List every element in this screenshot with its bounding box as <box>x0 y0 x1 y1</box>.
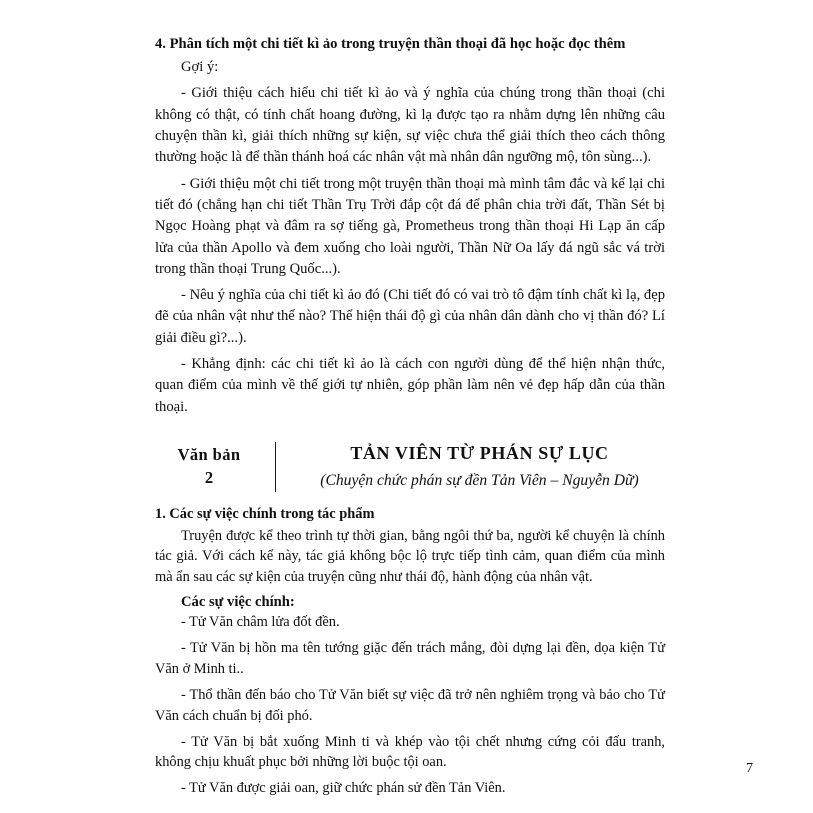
exercise-heading: 4. Phân tích một chi tiết kì ảo trong truyện thần thoại đã học hoặc đọc thêm <box>155 36 626 52</box>
page-number: 7 <box>746 761 753 776</box>
text-block-label: Văn bản <box>177 445 241 465</box>
exercise-item-1: - Giới thiệu cách hiểu chi tiết kì ảo và ý nghĩa của chúng trong thần thoại (chi không có thật, có tính chất hoang đường, kì lạ được tạo ra nhằm dựng lên những câu chuyện thần kì, giải thích những sự kiện, sự việc chưa thể giải thích theo cách thông thường hoặc là để thần thánh hoá các nhân vật mà nhân dân ngưỡng mộ, tôn sùng...). <box>155 85 665 166</box>
text-block-title: TẢN VIÊN TỪ PHÁN SỰ LỤC <box>350 442 609 463</box>
section-1-paragraph: Truyện được kể theo trình tự thời gian, bằng ngôi thứ ba, người kể chuyện là chính tác giả. Với cách kể này, tác giả không bộc lộ trực tiếp tình cảm, quan điểm của mình mà ẩn sau các sự kiện của truyện cũng như thái độ, hành động của nhân vật. <box>155 527 665 586</box>
text-block-subtitle: (Chuyện chức phán sự đền Tản Viên – Nguyễn Dữ) <box>320 472 639 490</box>
event-item-5: - Tử Văn được giải oan, giữ chức phán sử đền Tản Viên. <box>181 780 506 797</box>
text-block-titles <box>276 442 665 492</box>
page-content <box>155 34 665 799</box>
exercise-item-2: - Giới thiệu một chi tiết trong một truyện thần thoại mà mình tâm đắc và kể lại chi tiết đó (chẳng hạn chi tiết Thần Trụ Trời đắp cột đá để phân chia trời đất, Thần Sét bị Ngọc Hoàng phạt và đâm ra sợ tiếng gà, Prometheus trong thần thoại Hi Lạp ăn cấp lửa của thần Apollo và đem xuống cho loài người, Thần Nữ Oa lấy đá ngũ sắc vá trời trong thần thoại Trung Quốc...). <box>155 175 665 277</box>
exercise-item-3: - Nêu ý nghĩa của chi tiết kì ảo đó (Chi tiết đó có vai trò tô đậm tính chất kì lạ, đẹp đẽ của nhân vật như thế nào? Thể hiện thái độ gì của nhân dân dành cho vị thần đó? Lí giải điều gì?...). <box>155 287 665 346</box>
event-item-4: - Tử Văn bị bắt xuống Minh ti và khép vào tội chết nhưng cứng cỏi đấu tranh, không chịu khuất phục bởi những lời buộc tội oan. <box>155 733 665 771</box>
section-1-heading: 1. Các sự việc chính trong tác phẩm <box>155 505 375 522</box>
text-block-number-box <box>155 442 276 492</box>
events-label: Các sự việc chính: <box>181 594 295 611</box>
text-block-number: 2 <box>204 467 214 487</box>
event-item-3: - Thổ thần đến báo cho Tử Văn biết sự việc đã trở nên nghiêm trọng và bảo cho Tử Văn cách chuẩn bị đối phó. <box>155 686 665 724</box>
event-item-2: - Tử Văn bị hồn ma tên tướng giặc đến trách mắng, đòi dựng lại đền, dọa kiện Tử Văn ở Minh ti.. <box>155 640 665 677</box>
exercise-item-4: - Khẳng định: các chi tiết kì ảo là cách con người dùng để thể hiện nhận thức, quan điểm của mình về thế giới tự nhiên, góp phần làm nên vẻ đẹp hấp dẫn của thần thoại. <box>155 356 665 415</box>
event-item-1: - Tử Văn châm lửa đốt đền. <box>181 614 340 631</box>
hint-label: Gợi ý: <box>181 59 219 76</box>
text-block-header <box>155 442 665 492</box>
